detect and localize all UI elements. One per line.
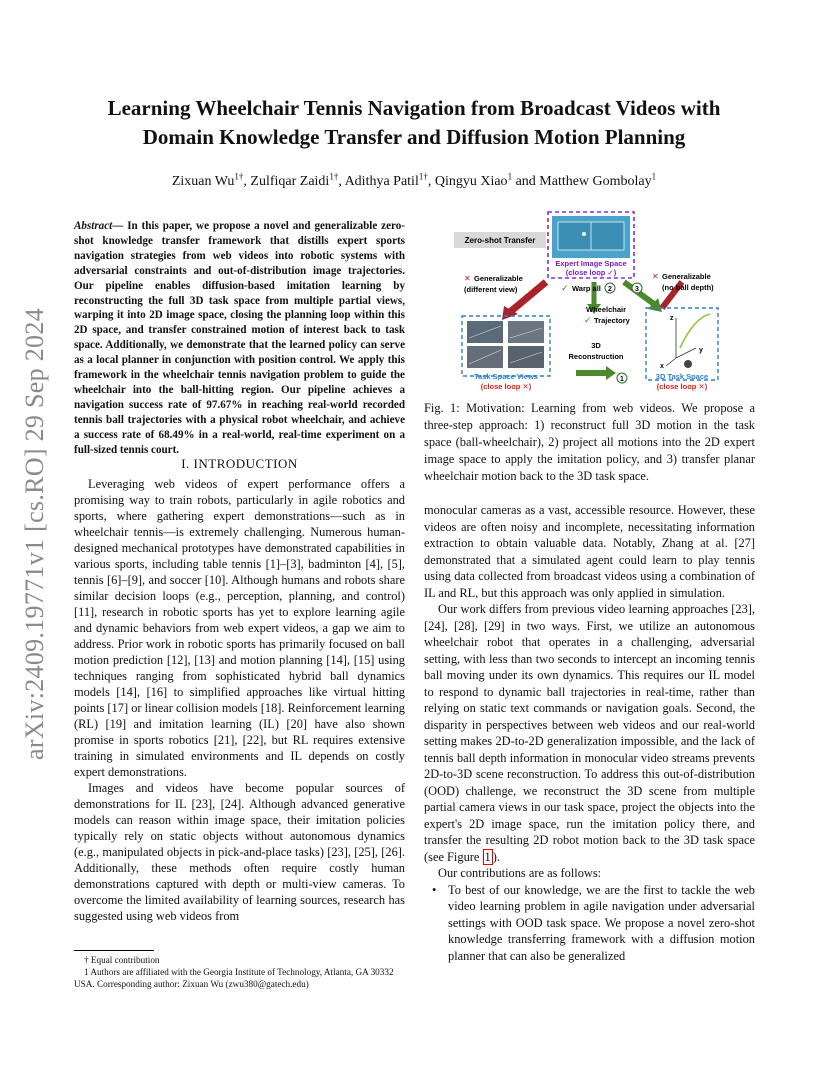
figure-caption: Fig. 1: Motivation: Learning from web videos. We propose a three-step approach: 1) reconstruct full 3D motion in the task space (ball-wheelchair), 2) project all motions into the 2D expert image space to apply the imitation policy, and 3) transfer planar wheelchair motion back to the 3D task space. xyxy=(424,401,755,483)
task-view-thumb xyxy=(508,321,544,343)
figure-1 xyxy=(424,208,755,394)
step-2-label: 2 xyxy=(608,286,612,293)
footnote: 1 Authors are affiliated with the Georgia Institute of Technology, Atlanta, GA 30332 USA. Corresponding author: Zixuan Wu (zwu380@gatech.edu) xyxy=(74,967,394,989)
title-line-1: Learning Wheelchair Tennis Navigation from Broadcast Videos with xyxy=(107,96,721,120)
step-1-label: 1 xyxy=(620,376,624,383)
task-view-thumb xyxy=(508,346,544,368)
check-icon: ✓ xyxy=(584,315,592,325)
trajectory-label: Trajectory xyxy=(594,316,630,325)
footnote: † Equal contribution xyxy=(84,955,160,965)
axis-x-label: x xyxy=(660,363,664,370)
recon-label-1: 3D xyxy=(591,341,601,350)
abstract xyxy=(74,219,405,458)
intro-left-column xyxy=(74,476,405,924)
intro-paragraph: Images and videos have become popular sources of demonstrations for IL [23], [24]. Although advanced generative models can reason within image space, their imitation policies typically rely on static objects without autonomous dynamics (e.g., manipulated objects in pick-and-place tasks) [23], [25], [26]. Additionally, these methods often require costly human demonstrations captured with depth or multi-view cameras. To overcome the limited availability of learning sources, research has suggested using web videos from xyxy=(74,781,405,923)
arxiv-stamp: arXiv:2409.19771v1 [cs.RO] 29 Sep 2024 xyxy=(20,308,49,760)
step-3-label: 3 xyxy=(635,286,639,293)
footnotes xyxy=(74,954,405,990)
warp-all-label: Warp all xyxy=(572,284,601,293)
axis-z-label: z xyxy=(670,315,674,322)
contribution-bullet: • To best of our knowledge, we are the first to tackle the web video learning problem in agile navigation under adversarial settings with OOD task space. We propose a novel zero-shot knowledge transferring framework with a diffusion motion planner that can also be generalized xyxy=(432,882,755,963)
author: Adithya Patil$^{1\dagger}$, xyxy=(344,171,435,189)
author: Zulfiqar Zaidi$^{1\dagger}$, xyxy=(250,171,345,189)
author: Matthew Gombolay$^1$ xyxy=(539,171,657,189)
right-column xyxy=(424,502,755,964)
wheelchair-traj-label: Wheelchair xyxy=(585,305,627,314)
axis-y-label: y xyxy=(699,347,703,354)
body-paragraph: Our contributions are as follows: xyxy=(438,866,602,880)
arrow-recon xyxy=(576,370,606,376)
axis-y-line xyxy=(676,348,696,358)
expert-image-label: Expert Image Space xyxy=(555,259,627,268)
cross-icon: ✕ xyxy=(464,274,471,283)
author: Zixuan $Wu^{1\dagger}$, xyxy=(171,171,251,189)
close-loop-x-right: (close loop ✕) xyxy=(656,382,708,391)
task-views-label: Task Space Views xyxy=(474,372,538,381)
footnote-rule xyxy=(74,950,154,951)
body-paragraph: monocular cameras as a vast, accessible resource. However, these videos are often noisy and incomplete, necessitating information extraction to obtain valuable data. Notably, Zhang at al. [27] demonstrated that a simulated agent could learn to play tennis using data collected from broadcast videos using a combination of IL and RL, but this approach was only applied in simulation. xyxy=(424,503,755,600)
close-loop-ok-label: (close loop ✓) xyxy=(565,268,617,277)
player-marker xyxy=(582,232,586,236)
zero-shot-label: Zero-shot Transfer xyxy=(464,236,536,245)
abstract-label: Abstract xyxy=(74,220,113,232)
wheelchair-marker xyxy=(684,360,692,368)
task-3d-label: 3D Task Space xyxy=(655,372,709,381)
ball-trajectory xyxy=(680,314,710,348)
paper-title xyxy=(60,94,768,152)
recon-label-2: Reconstruction xyxy=(568,352,624,361)
body-paragraph: Our work differs from previous video learning approaches [23], [24], [28], [29] in two ways. First, we utilize an autonomous wheelchair robot that operates in a challenging, adversarial setting, with less than two seconds to intercept an incoming tennis ball moving under its own dynamics. This requires our IL model to respond to dynamic ball trajectories in real-time, rather than relying on static text commands or navigation goals. Second, the disparity in perspectives between web videos and our real-world setting makes 2D-to-2D generalization impossible, and the lack of tennis ball depth information in monocular video streams prevents 2D-to-3D scene reconstruction. To address this out-of-distribution (OOD) challenge, we reconstruct the 3D scene from multiple partial camera views in our task space, project the objects into the expert's 2D image space, run the imitation policy there, and transfer the resulting 2D robot motion back to the 3D task space (see Figure 1 ). xyxy=(424,602,755,864)
intro-paragraph: Leveraging web videos of expert performance offers a promising way to train robots, particularly in agile robotics and sports, where gathering expert demonstrations—such as in wheelchair tennis—is extremely challenging. Numerous human-designed mechanical prototypes have demonstrated capabilities in various sports, including table tennis [1]–[3], badminton [4], [5], tennis [6]–[9], and soccer [10]. Although humans and robots share similar decision loops (e.g., perception, planning, and control) [11], research in robotic sports has yet to explore learning agile and dynamic behaviors from web expert videos, a gap we aim to address. Prior work in robotic sports has primarily focused on ball motion prediction [12], [13] and motion planning [14], [15] using techniques ranging from sophisticated hybrid ball dynamics models [14], [16] to simplified approaches like virtual hitting points [17] or linear collision models [18]. Reinforcement learning (RL) [19] and imitation learning (IL) [20] have also shown promise in sports robotics [21], [22], but RL requires extensive training in simulated environments and IL depends on costly expert demonstrations. xyxy=(74,477,405,779)
abstract-body: — In this paper, we propose a novel and generalizable zero-shot knowledge transfer framework that distills expert sports navigation strategies from web videos into robotic systems with adversarial constraints and out-of-distribution image trajectories. Our pipeline enables diffusion-based imitation learning by reconstructing the full 3D task space from multiple partial views, warping it into 2D image space, closing the planning loop within this 2D space, and transfer constrained motion of interest back to task space. Additionally, we demonstrate that the learned policy can serve as a local planner in conjunction with position control. We apply this framework in the wheelchair tennis navigation problem to guide the wheelchair into the ball-hitting region. Our pipeline achieves a navigation success rate of 97.67% in reaching real-world recorded tennis ball trajectories with a physical robot wheelchair, and achieve a success rate of 68.49% in a real-world, real-time experiment on a full-sized tennis court. xyxy=(74,220,405,456)
title-line-2: Domain Knowledge Transfer and Diffusion Motion Planning xyxy=(142,125,686,149)
gen-right-sub: (no ball depth) xyxy=(662,283,714,292)
bullet-glyph: • xyxy=(432,882,437,897)
close-loop-x-left: (close loop ✕) xyxy=(480,382,532,391)
gen-right-label: Generalizable xyxy=(662,272,711,281)
axis-x-line xyxy=(666,358,676,366)
figure-ref-link[interactable]: 1 xyxy=(484,849,491,864)
gen-left-sub: (different view) xyxy=(464,285,518,294)
section-heading: I. INTRODUCTION xyxy=(181,456,298,471)
gen-left-label: Generalizable xyxy=(474,274,523,283)
check-icon: ✓ xyxy=(561,283,569,293)
author: Qingyu Xiao$^1$ and xyxy=(434,171,540,189)
cross-icon: ✕ xyxy=(652,272,659,281)
author-list xyxy=(60,171,768,190)
